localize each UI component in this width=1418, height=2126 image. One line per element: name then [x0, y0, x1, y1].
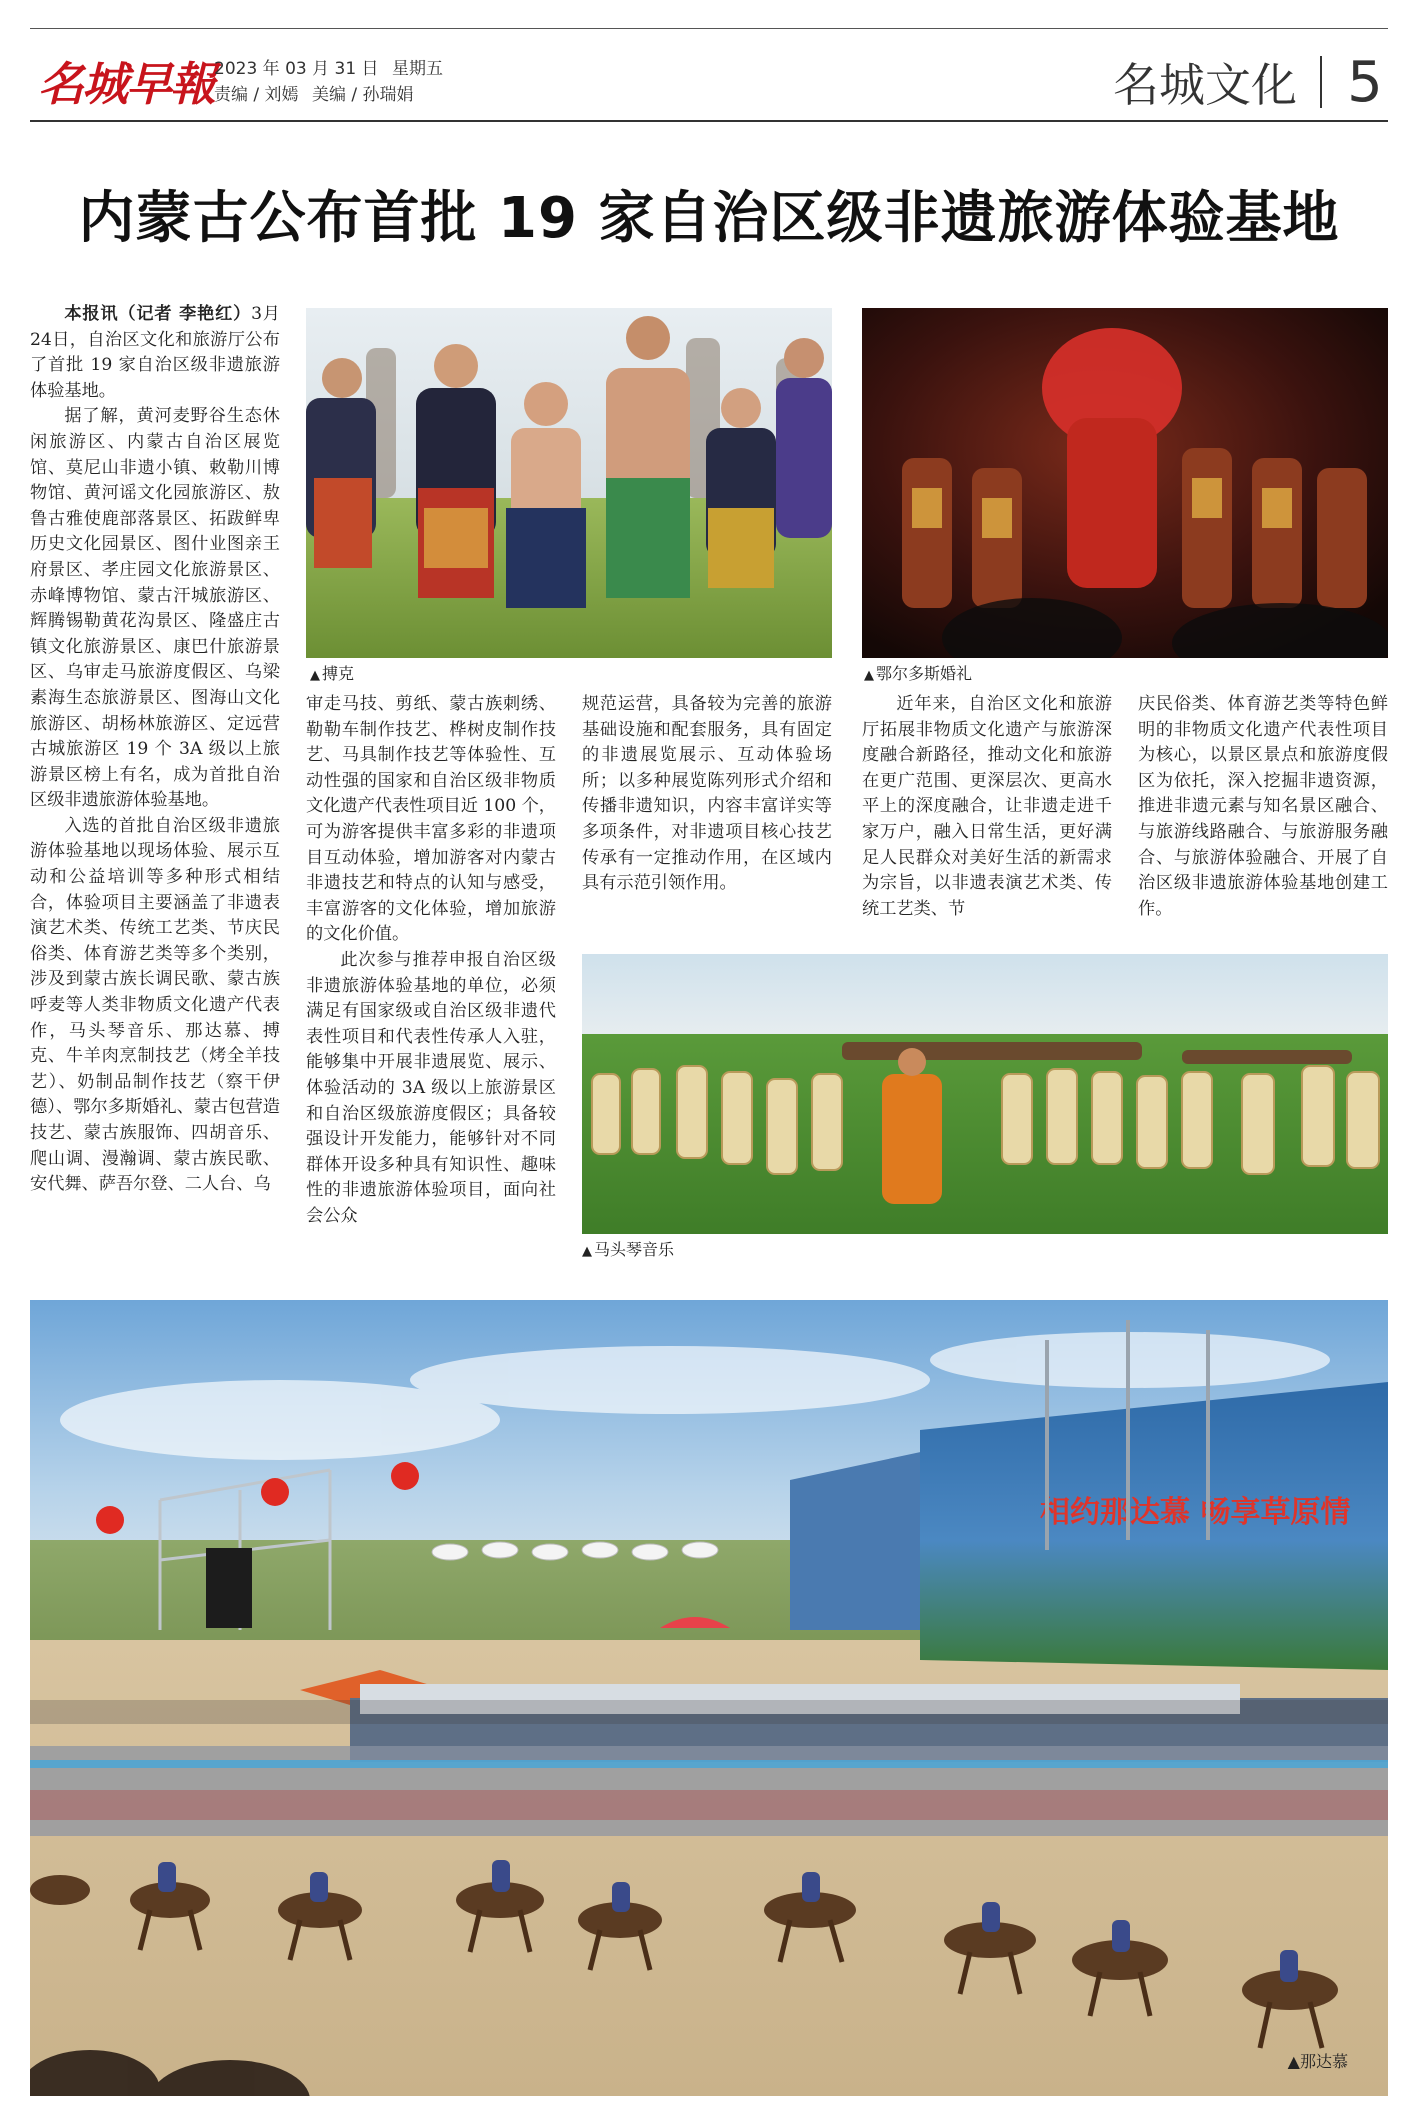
issue-weekday: 星期五 — [391, 59, 443, 79]
article-column-5 — [1138, 692, 1388, 932]
article-column-1 — [30, 302, 280, 1272]
photo-morin-khuur — [582, 954, 1388, 1234]
section-title: 名城文化 — [1113, 58, 1297, 112]
photo-boke — [306, 308, 832, 658]
article-paragraph-3b: 审走马技、剪纸、蒙古族刺绣、勒勒车制作技艺、桦树皮制作技艺、马具制作技艺等体验性、互动性强的国家和自治区级非物质文化遗产代表性项目近 100 个，可为游客提供丰富多彩的非遗项目互动体验，增加游客对内蒙古非遗技艺和特点的认知与感受，丰富游客的文化体验，增加旅游的文化价值。 — [306, 694, 556, 945]
article-paragraph-3a: 入选的首批自治区级非遗旅游体验基地以现场体验、展示互动和公益培训等多种形式相结合，体验项目主要涵盖了非遗表演艺术类、传统工艺类、节庆民俗类、体育游艺类等多个类别，涉及到蒙古族长调民歌、蒙古族呼麦等人类非物质文化遗产代表作，马头琴音乐、那达慕、搏克、牛羊肉烹制技艺（烤全羊技艺）、奶制品制作技艺（察干伊德）、鄂尔多斯婚礼、蒙古包营造技艺、蒙古族服饰、四胡音乐、爬山调、漫瀚调、蒙古族民歌、安代舞、萨吾尔登、二人台、乌 — [30, 815, 280, 1195]
caption-marker-icon: ▲ — [1287, 2052, 1300, 2071]
caption-boke-text: 搏克 — [322, 664, 355, 683]
headline: 内蒙古公布首批 19 家自治区级非遗旅游体验基地 — [78, 186, 1340, 251]
photo-wedding — [862, 308, 1388, 658]
article-column-4 — [862, 692, 1112, 932]
editor-credit: 责编 / 刘嫣 — [214, 85, 299, 105]
wedding-stage-image — [862, 308, 1388, 658]
caption-wedding-text: 鄂尔多斯婚礼 — [876, 664, 973, 683]
issue-date: 2023 年 03 月 31 日 — [214, 59, 379, 79]
article-lead: 3月24日，自治区文化和旅游厅公布了首批 19 家自治区级非遗旅游体验基地。 — [30, 304, 280, 401]
article-paragraph-5b: 庆民俗类、体育游艺类等特色鲜明的非物质文化遗产代表性项目为核心，以景区景点和旅游度假区为依托，深入挖掘非遗资源，推进非遗元素与知名景区融合、与旅游线路融合、与旅游服务融合、与旅游体验融合、开展了自治区级非遗旅游体验基地创建工作。 — [1138, 694, 1388, 919]
naadam-banner-text: 相约那达慕 畅享草原情 — [1040, 1495, 1351, 1530]
designer-credit: 美编 / 孙瑞娟 — [311, 85, 414, 105]
newspaper-logo: 名城早報 — [38, 57, 214, 111]
article-paragraph-4b: 规范运营，具备较为完善的旅游基础设施和配套服务，具有固定的非遗展览展示、互动体验场所；以多种展览陈列形式介绍和传播非遗知识，内容丰富详实等多项条件，对非遗项目核心技艺传承有一定推动作用，在区域内具有示范引领作用。 — [582, 694, 832, 894]
section-divider — [1320, 56, 1322, 108]
article-paragraph-2: 据了解，黄河麦野谷生态休闲旅游区、内蒙古自治区展览馆、莫尼山非遗小镇、敕勒川博物馆、黄河谣文化园旅游区、敖鲁古雅使鹿部落景区、拓跋鲜卑历史文化园景区、图什业图亲王府景区、孝庄园文化旅游景区、赤峰博物馆、蒙古汗城旅游区、辉腾锡勒黄花沟景区、隆盛庄古镇文化旅游景区、康巴什旅游景区、乌审走马旅游度假区、乌梁素海生态旅游景区、图海山文化旅游区、胡杨林旅游区、定远营古城旅游区 19 个 3A 级以上旅游景区榜上有名，成为首批自治区级非遗旅游体验基地。 — [30, 406, 280, 811]
naadam-festival-image — [30, 1300, 1388, 2096]
article-paragraph-5a: 近年来，自治区文化和旅游厅拓展非物质文化遗产与旅游深度融合新路径，推动文化和旅游在更广范围、更深层次、更高水平上的深度融合，让非遗走进千家万户，融入日常生活，更好满足人民群众对美好生活的新需求为宗旨，以非遗表演艺术类、传统工艺类、节 — [862, 694, 1112, 919]
caption-naadam — [1288, 2049, 1348, 2072]
top-rule — [30, 28, 1388, 29]
boke-wrestlers-image — [306, 308, 832, 658]
caption-marker-icon: ▲ — [582, 1244, 592, 1259]
article-column-3 — [582, 692, 832, 932]
caption-boke — [310, 664, 354, 686]
caption-naadam-text: 那达慕 — [1299, 2052, 1348, 2071]
photo-naadam — [30, 1300, 1388, 2096]
caption-morin-khuur-text: 马头琴音乐 — [594, 1240, 675, 1259]
header-rule — [30, 120, 1388, 122]
issue-date-line — [214, 58, 443, 80]
caption-wedding — [864, 664, 972, 686]
morin-khuur-ensemble-image — [582, 954, 1388, 1234]
article-column-2 — [306, 692, 556, 1272]
caption-marker-icon: ▲ — [310, 668, 320, 683]
credits-line — [214, 84, 414, 106]
caption-marker-icon: ▲ — [864, 668, 874, 683]
caption-morin-khuur — [582, 1240, 674, 1262]
dateline: 本报讯（记者 李艳红） — [64, 304, 252, 324]
article-paragraph-4a: 此次参与推荐申报自治区级非遗旅游体验基地的单位，必须满足有国家级或自治区级非遗代表性项目和代表性传承人入驻，能够集中开展非遗展览、展示、体验活动的 3A 级以上旅游景区和自治区级旅游度假区；具备较强设计开发能力，能够针对不同群体开设多种具有知识性、趣味性的非遗旅游体验项目，面向社会公众 — [306, 949, 556, 1226]
page-number: 5 — [1347, 50, 1383, 115]
